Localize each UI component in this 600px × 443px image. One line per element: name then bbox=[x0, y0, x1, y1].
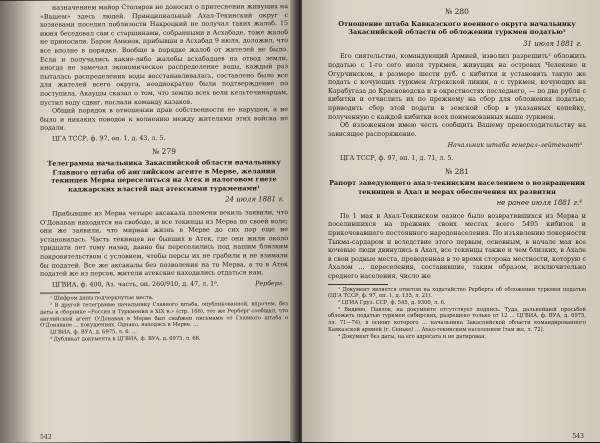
left-page bbox=[0, 0, 296, 443]
left-top-paragraph-2: Общий порядок в отношении прав собственности не нарушен, а не было и никаких поводов к волнению между жителями этих войска не подали. bbox=[40, 106, 288, 132]
doc-281-date: не ранее июля 1881 г.⁴ bbox=[496, 199, 582, 208]
doc-279-archive: ЦГВИА, ф. 400, Аз. часть, оп. 260/910, д. 47, л. 1⁶. bbox=[52, 280, 219, 289]
doc-280-archive: ЦГА ТССР, ф. 97, оп. 1, д. 71, л. 5. bbox=[340, 154, 454, 162]
doc-280-date: 31 июля 1881 г. bbox=[523, 39, 582, 48]
doc-281-title: Рапорт заведующего ахал-текинским населением о возвращении текинцев в Ахал и мерах обеспечения их развития bbox=[329, 179, 585, 196]
doc-279-body: Прибывшие из Мерва четыре аксакала племени векиль заявили, что О'Донаван находится на свободе, и все текинцы из Мерва по своей воле; они же заявили, что мирная жизнь в Мерве до сих пор еще не установилась. Часть текинцев не бывших в Атек, где они жили около тридцати лет тому назад, давно бы переселились под нашим близким покровительством с условием, чтобы персы их не грабили и не взимали бы податей. Все же аксакалы без позволения на то Мерва, а то в Атек податей же из персов, жители атекские находились отдаться нам. bbox=[40, 209, 288, 278]
doc-279-title: Телеграмма начальника Закаспийской области начальнику Главного штаба об английском агенте в Мерве, желании текинцев Мерва переселиться на Атек и налоговом гнете каджарских властей над атекскими туркменами¹ bbox=[47, 158, 281, 194]
doc-280-signature: Начальник штаба генерал-лейтенант³ bbox=[447, 142, 582, 150]
right-page-column bbox=[328, 4, 586, 340]
doc-279-signature: Рерберг. bbox=[255, 279, 284, 288]
right-footnote-rule bbox=[328, 284, 388, 285]
doc-number-279: № 279 bbox=[152, 146, 176, 156]
left-page-number: 542 bbox=[40, 433, 52, 441]
doc-280-title: Отношение штаба Кавказского военного округа начальнику Закаспийской области об обложении туркмен податью¹ bbox=[338, 19, 576, 37]
left-footnotes bbox=[40, 295, 288, 343]
right-footnote-1: ¹ Документ является ответом на ходатайство Рерберга об обложении туркмен податью (ЦГА ТССР, ф. 97, оп. 1, д. 135, л. 21). bbox=[328, 286, 586, 300]
left-top-paragraph-1: назначением майор Столяров не доносил о притеснении живущих на «Вашем» здесь людей. Принципиальный Ахал-Текинский округ с хозяевами поселил поблизости Накроцкий не получал таких жалоб. 15 июня беседовал сам с старшинами, собранными в Асхабаде, тоже жалоб не приносили. Барон Аминов, прибывши в Асхабад 9 июля, доложил, что все вполне в порядке. Вообще в порядке жалоб от жителей не было. Если и получались какие-либо жалобы асхабадцев на отвод земли, иногда не замечал экономическое распределение воды, каждый раз пыталась распределения воды восстанавливалась, составлено было все для жителей всего округа, неоднократно были подтверждение по поступила. Акаушы сказал о том, что землю всех вели кельтечинарцам, пустил воду сдвиг, послали команду казаков. bbox=[40, 3, 288, 107]
right-footnotes bbox=[328, 287, 586, 341]
left-footnote-4: ³ Дубликат документа в ЦГВИА, ф. ВУА, д. 6975, л. 68. bbox=[50, 335, 201, 343]
right-footnote-4: ⁴ Документ без даты, на его адресата и не датирован. bbox=[338, 333, 487, 340]
right-page bbox=[302, 0, 600, 442]
doc-279-date: 24 июля 1881 г. bbox=[225, 195, 284, 204]
left-page-shadow bbox=[0, 1, 34, 443]
right-footnote-3: ³ Видимо, Павлов, на документе отсутствует подпись. Туда, дальнейшей просьбой обложить податью туркмен сибирских, разрешено только от 12 ... ЦГВИА, ф. ВУА, д. 6975, лл. 71—74), в основу которого ... начальника Закаспийской области командированного Кавказской армией (г. Сенько) ... Ахал-текинским населением (там же, л. 72). bbox=[328, 306, 586, 333]
doc-280-body-1: Его сиятельство, командующий Армией, изволил разрешить² обложить податью с 1-го сего июля туркмен, живущих на островах Челекене и Огурчинском, в размере шести руб. с кибитки и установить такую же подать с кочующих туркмен Атрекской линии, а с туркмен, кочующих на Карабугаза до Красноводска и в окрестностях последнего, — по два рубля с кибитки и отчислить их по прежнему на сбор для обложения податью, приводить сбор этой подати в земской сбор в указанных копейку, полученную с каждой кибитки всех поименованных выше туркмен. bbox=[328, 53, 586, 121]
left-footnote-2: ² В другой телеграмме начальнику Главного штаба, опубликованной, впрочем, без даты в сборнике «Россия и Туркмения в XIX в.» (стр. 166), тот же Рерберг сообщал, что английский агент О'Донаван в Мерве был снабжен письмами от Главного штаба о О'Донаване ... покушениях. Однако, находясь в Мерве, ... bbox=[40, 301, 288, 329]
left-page-column bbox=[40, 3, 288, 343]
doc-280-body-2: Об изложенном имею честь сообщить Вашему превосходительству на зависящее распоряжение. bbox=[328, 122, 586, 138]
footnote-rule bbox=[40, 293, 100, 294]
right-page-number: 543 bbox=[572, 433, 584, 440]
left-archive-reference-1: ЦГА ТССР, ф. 97, оп. 1, д. 43, л. 5. bbox=[52, 134, 166, 143]
right-footnote-2: ² ЦГИА Груз. ССР, ф. 545, д. 9300, л. 6. bbox=[338, 300, 446, 307]
doc-number-280: № 280 bbox=[445, 7, 469, 16]
doc-281-body: По 1 мая в Ахал-Текинском оазисе было возвратившихся из Мерва и поселившихся на прежних своих местах всего 5495 кибиток и прикочевавшего постоянного народонаселения. По изъявлению покорности Тыкма-сардаром и вследствие этого первым, основным, в начале мая все кочевые люди двинулись в Ахал, все текинцы также и чем близких, в Ахале в свои родные места, проведенная в то время сторона местности, которую с Ахалом ... переселения, составившие, таким образом, исключительно среднего населения, число же bbox=[328, 212, 586, 281]
doc-number-281: № 281 bbox=[445, 166, 469, 176]
left-footnote-1: ¹ Шифром даны подчеркнутые места. bbox=[50, 295, 154, 303]
doc-279-archive-row bbox=[40, 280, 288, 290]
left-footnote-3: ЦГВИА, ф. ВУА, д. 6975, л. 6. ... bbox=[50, 328, 137, 336]
